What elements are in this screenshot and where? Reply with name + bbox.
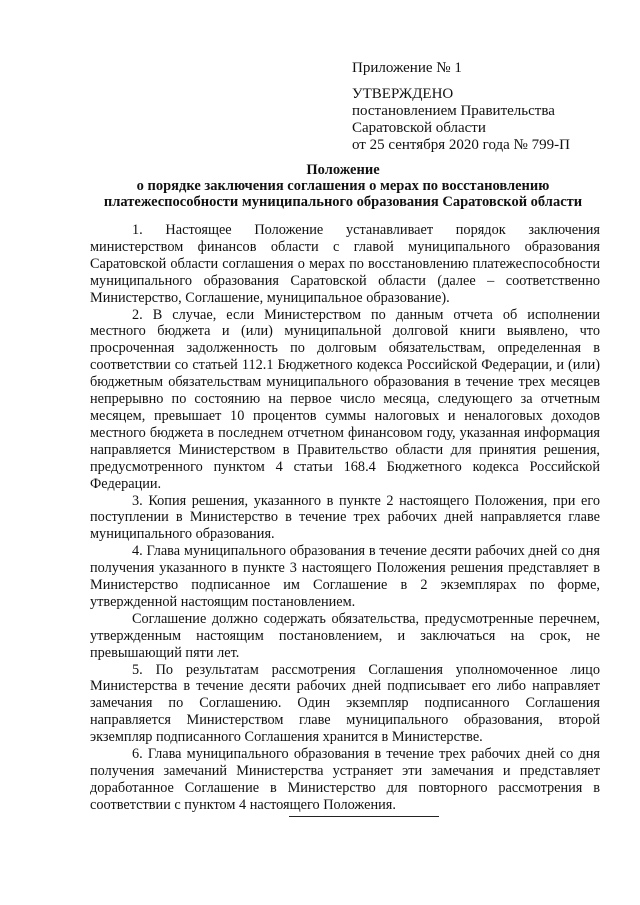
end-divider (289, 816, 439, 817)
paragraph-6: 6. Глава муниципального образования в течение трех рабочих дней со дня получения замечаний Министерства устраняет эти замечания и представляет доработанное Соглашение в Министерство для повторного рассмотрения в соответствии с пунктом 4 настоящего Положения. (90, 746, 600, 813)
title-line-1: Положение (306, 162, 380, 178)
document-title (88, 162, 598, 210)
approval-stamp (352, 60, 622, 154)
approval-line-1: постановлением Правительства (352, 103, 555, 119)
paragraph-5: 5. По результатам рассмотрения Соглашения уполномоченное лицо Министерства в течение десяти рабочих дней подписывает его либо направляет замечания по Соглашению. Один экземпляр подписанного Соглашения направляется Министерством главе муниципального образования, второй экземпляр подписанного Соглашения хранится в Министерстве. (90, 661, 600, 746)
paragraph-4: 4. Глава муниципального образования в течение десяти рабочих дней со дня получения указанного в пункте 3 настоящего Положения решения представляет в Министерство подписанное им Соглашение в 2 экземплярах по форме, утвержденной настоящим постановлением. (90, 543, 600, 610)
document-body (90, 222, 600, 814)
annex-number: Приложение № 1 (352, 60, 462, 76)
title-line-3: платежеспособности муниципального образования Саратовской области (103, 194, 583, 210)
paragraph-1: 1. Настоящее Положение устанавливает порядок заключения министерством финансов области с главой муниципального образования Саратовской области соглашения о мерах по восстановлению платежеспособности муниципального образования Саратовской области (далее – соответственно Министерство, Соглашение, муниципальное образование). (90, 222, 600, 306)
approved-label: УТВЕРЖДЕНО (352, 86, 454, 102)
approval-line-2: Саратовской области (352, 120, 486, 136)
paragraph-3: 3. Копия решения, указанного в пункте 2 настоящего Положения, при его поступлении в Министерство в течение трех рабочих дней направляется главе муниципального образования. (90, 492, 600, 543)
paragraph-4-note: Соглашение должно содержать обязательства, предусмотренные перечнем, утвержденным настоящим постановлением, и заключаться на срок, не превышающий пяти лет. (90, 610, 600, 661)
approval-line-3: от 25 сентября 2020 года № 799-П (352, 137, 570, 153)
title-line-2: о порядке заключения соглашения о мерах по восстановлению (136, 178, 550, 194)
paragraph-2: 2. В случае, если Министерством по данным отчета об исполнении местного бюджета и (или) муниципальной долговой книги выявлено, что просроченная задолженность по долговым обязательствам, определенная в соответствии со статьей 112.1 Бюджетного кодекса Российской Федерации, и (или) бюджетным обязательствам муниципального образования в течение трех месяцев непрерывно по состоянию на первое число месяца, следующего за отчетным месяцем, превышает 10 процентов суммы налоговых и неналоговых доходов местного бюджета в последнем отчетном финансовом году, указанная информация направляется Министерством в Правительство области для принятия решения, предусмотренного пунктом 4 статьи 168.4 Бюджетного кодекса Российской Федерации. (90, 306, 600, 492)
